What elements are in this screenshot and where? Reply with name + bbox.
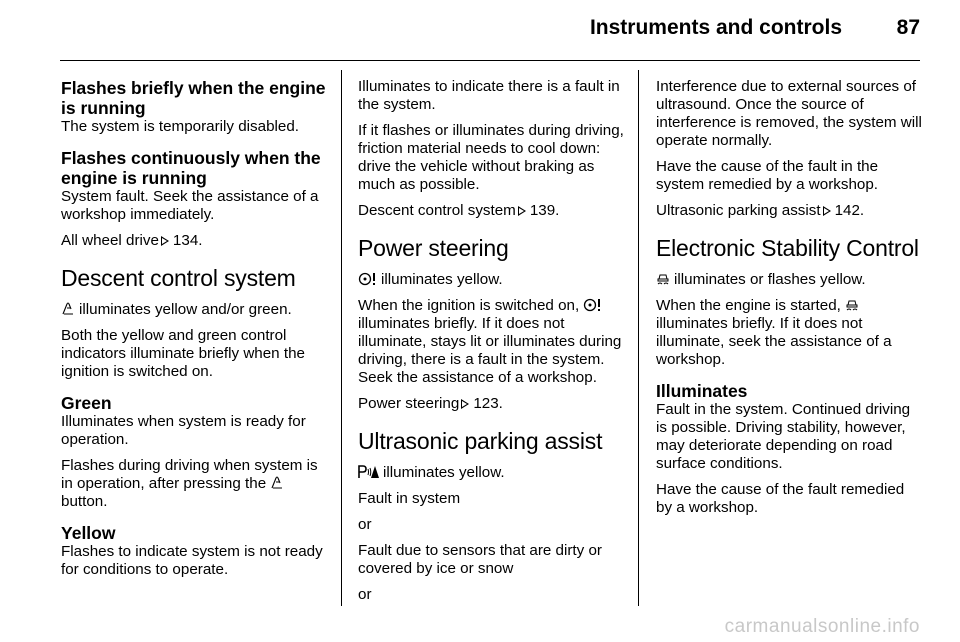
page-reference-arrow-icon <box>823 206 831 216</box>
column-2 <box>358 78 624 612</box>
paragraph: Fault in system <box>358 490 461 507</box>
paragraph: Both the yellow and green control indicators illuminate briefly when the ignition is switched on. <box>61 327 305 380</box>
power-steering-icon <box>358 272 378 286</box>
cross-reference: All wheel drive 134. <box>61 232 203 249</box>
paragraph: Illuminates to indicate there is a fault in the system. <box>358 78 620 113</box>
paragraph: illuminates yellow. <box>358 464 624 482</box>
paragraph: Fault in the system. Continued driving is possible. Driving stability, however, may deteriorate depending on road surface conditions. <box>656 401 911 472</box>
watermark: carmanualsonline.info <box>724 616 920 637</box>
parking-assist-icon <box>358 465 380 479</box>
paragraph: Fault due to sensors that are dirty or covered by ice or snow <box>358 542 602 577</box>
page-reference-arrow-icon <box>161 236 169 246</box>
paragraph: Flashes to indicate system is not ready for conditions to operate. <box>61 543 323 578</box>
paragraph: System fault. Seek the assistance of a workshop immediately. <box>61 188 319 223</box>
paragraph: Illuminates when system is ready for operation. <box>61 413 306 448</box>
section-title-power-steering: Power steering <box>358 235 509 261</box>
page-link[interactable]: 134. <box>172 232 203 249</box>
paragraph: Interference due to external sources of ultrasound. Once the source of interference is removed, the system will operate normally. <box>656 78 922 149</box>
heading-flash-continuous: Flashes continuously when the engine is running <box>61 148 321 188</box>
descent-control-icon <box>61 301 75 316</box>
cross-reference: Descent control system 139. <box>358 202 560 219</box>
paragraph: Have the cause of the fault remedied by a workshop. <box>656 481 905 516</box>
paragraph: If it flashes or illuminates during driving, friction material needs to cool down: drive the vehicle without braking as much as possible. <box>358 122 624 193</box>
heading-green: Green <box>61 393 112 413</box>
heading-yellow: Yellow <box>61 523 116 543</box>
section-title-descent: Descent control system <box>61 265 296 291</box>
page-title: Instruments and controls <box>589 16 842 39</box>
heading-flash-brief: Flashes briefly when the engine is running <box>61 78 326 118</box>
esc-icon <box>845 298 859 312</box>
column-1 <box>61 78 326 587</box>
power-steering-icon <box>583 298 603 312</box>
heading-illuminates: Illuminates <box>656 381 748 401</box>
cross-reference: Ultrasonic parking assist 142. <box>656 202 865 219</box>
page-link[interactable]: 142. <box>834 202 865 219</box>
paragraph: or <box>358 586 372 603</box>
paragraph: The system is temporarily disabled. <box>61 118 300 135</box>
paragraph: Flashes during driving when system is in operation, after pressing the button. <box>61 457 318 510</box>
page-reference-arrow-icon <box>518 206 526 216</box>
paragraph: illuminates or flashes yellow. <box>656 271 922 289</box>
descent-control-icon <box>270 475 284 490</box>
paragraph: or <box>358 516 372 533</box>
page-header <box>0 0 960 54</box>
page-link[interactable]: 139. <box>529 202 560 219</box>
page-number: 87 <box>896 16 920 39</box>
esc-icon <box>656 272 670 286</box>
column-divider <box>638 70 639 606</box>
paragraph: When the ignition is switched on, illuminates briefly. If it does not illuminate, stays lit or illuminates during driving, there is a fault in the system. Seek the assistance of a workshop. <box>358 297 622 386</box>
header-rule <box>60 60 920 61</box>
section-title-ultrasonic: Ultrasonic parking assist <box>358 428 603 454</box>
cross-reference: Power steering 123. <box>358 395 503 412</box>
section-title-esc: Electronic Stability Control <box>656 235 919 261</box>
page-link[interactable]: 123. <box>473 395 503 412</box>
paragraph: illuminates yellow and/or green. <box>61 301 326 319</box>
column-divider <box>341 70 342 606</box>
paragraph: When the engine is started, illuminates briefly. If it does not illuminate, seek the assistance of a workshop. <box>656 297 892 368</box>
column-3 <box>656 78 922 525</box>
paragraph: Have the cause of the fault in the system remedied by a workshop. <box>656 158 879 193</box>
page-reference-arrow-icon <box>461 399 469 409</box>
paragraph: illuminates yellow. <box>358 271 624 289</box>
